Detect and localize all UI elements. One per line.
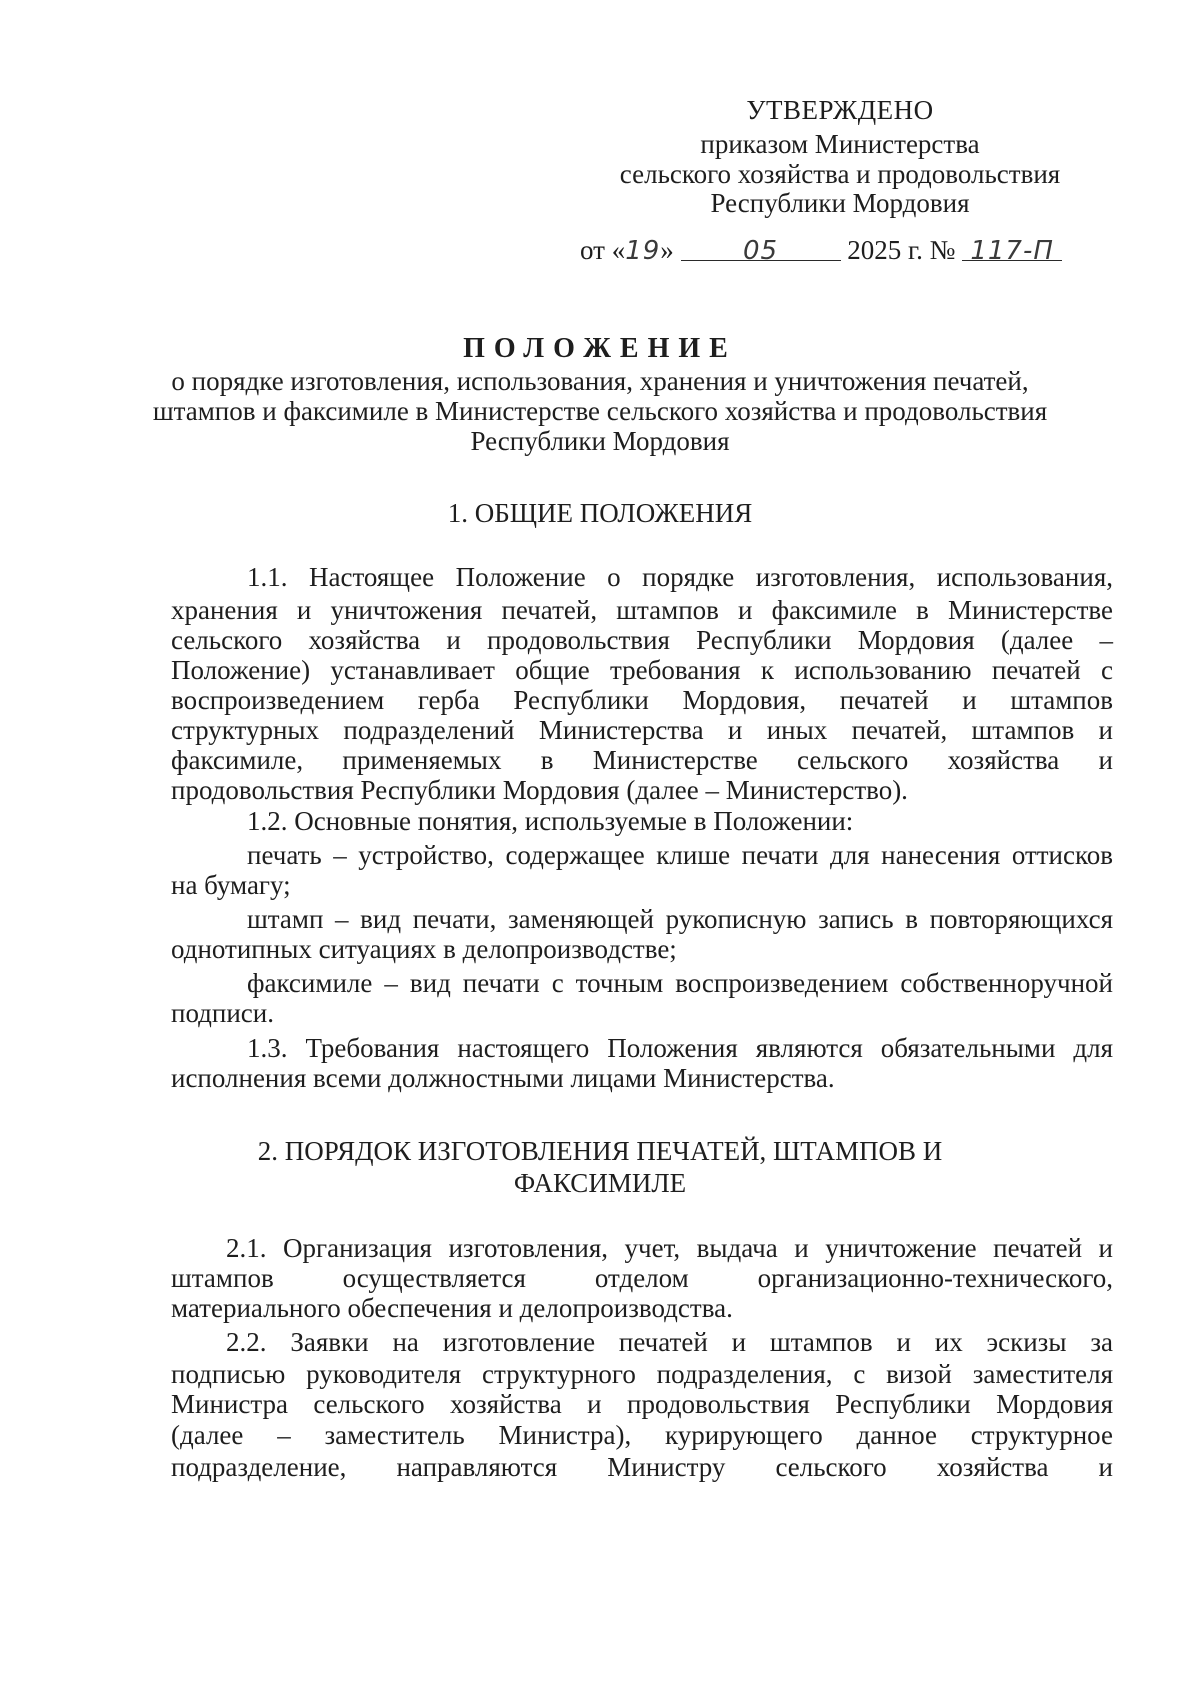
- approval-line-3: Республики Мордовия: [710, 188, 970, 218]
- order-number: 117-П: [970, 236, 1054, 266]
- p11-line-6: структурных подразделений Министерства и иных печатей, штампов и: [171, 715, 1113, 745]
- title-sub-3: Республики Мордовия: [470, 426, 730, 456]
- p11-line-3: сельского хозяйства и продовольствия Республики Мордовия (далее –: [171, 625, 1113, 655]
- p13-line-1: 1.3. Требования настоящего Положения являются обязательными для: [247, 1033, 1113, 1063]
- order-day: 19: [625, 236, 661, 266]
- def2-line-2: однотипных ситуациях в делопроизводстве;: [171, 934, 677, 964]
- p11-line-7: факсимиле, применяемых в Министерстве сельского хозяйства и: [171, 745, 1113, 775]
- order-number-field: [962, 230, 1062, 266]
- date-quote-close: »: [660, 235, 674, 265]
- p13-line-2: исполнения всеми должностными лицами Министерства.: [171, 1063, 835, 1093]
- p11-line-4: Положение) устанавливает общие требования к использованию печатей с: [171, 655, 1113, 685]
- order-month-field: [681, 230, 841, 266]
- p21-line-3: материального обеспечения и делопроизводства.: [171, 1293, 733, 1323]
- p22-line-2: подписью руководителя структурного подразделения, с визой заместителя: [171, 1359, 1113, 1389]
- p22-line-3: Министра сельского хозяйства и продовольствия Республики Мордовия: [171, 1389, 1113, 1419]
- p22-line-4: (далее – заместитель Министра), курирующего данное структурное: [171, 1420, 1113, 1450]
- title-sub-1: о порядке изготовления, использования, хранения и уничтожения печатей,: [171, 366, 1029, 396]
- def3-line-1: факсимиле – вид печати с точным воспроизведением собственноручной: [247, 968, 1113, 998]
- def2-line-1: штамп – вид печати, заменяющей рукописную запись в повторяющихся: [247, 904, 1113, 934]
- approval-line-1: приказом Министерства: [700, 129, 980, 159]
- def3-line-2: подписи.: [171, 998, 274, 1028]
- approval-line-2: сельского хозяйства и продовольствия: [619, 159, 1061, 189]
- order-year-number-label: 2025 г. №: [847, 235, 956, 265]
- section-2-heading-line-2: ФАКСИМИЛЕ: [513, 1168, 687, 1198]
- paragraph-1-2: 1.2. Основные понятия, используемые в Положении:: [247, 806, 854, 836]
- approval-heading: УТВЕРЖДЕНО: [746, 95, 934, 125]
- section-1-heading: 1. ОБЩИЕ ПОЛОЖЕНИЯ: [447, 498, 753, 528]
- def1-line-2: на бумагу;: [171, 870, 291, 900]
- p21-line-1: 2.1. Организация изготовления, учет, выдача и уничтожение печатей и: [226, 1233, 1113, 1263]
- p11-line-2: хранения и уничтожения печатей, штампов и факсимиле в Министерстве: [171, 595, 1113, 625]
- def1-line-1: печать – устройство, содержащее клише печати для нанесения оттисков: [247, 840, 1113, 870]
- p21-line-2: штампов осуществляется отделом организационно-технического,: [171, 1263, 1113, 1293]
- p22-line-5: подразделение, направляются Министру сельского хозяйства и: [171, 1452, 1113, 1482]
- p11-line-5: воспроизведением герба Республики Мордовия, печатей и штампов: [171, 685, 1113, 715]
- order-month: 05: [743, 236, 779, 266]
- order-date-line: [580, 230, 1140, 271]
- section-2-heading-line-1: 2. ПОРЯДОК ИЗГОТОВЛЕНИЯ ПЕЧАТЕЙ, ШТАМПОВ И: [257, 1136, 943, 1166]
- p11-line-8: продовольствия Республики Мордовия (далее – Министерство).: [171, 775, 908, 805]
- title-sub-2: штампов и факсимиле в Министерстве сельского хозяйства и продовольствия: [152, 396, 1048, 426]
- p22-line-1: 2.2. Заявки на изготовление печатей и штампов и их эскизы за: [226, 1327, 1113, 1357]
- p11-line-1: 1.1. Настоящее Положение о порядке изготовления, использования,: [247, 562, 1113, 592]
- date-prefix: от «: [580, 235, 626, 265]
- title-main: ПОЛОЖЕНИЕ: [463, 333, 737, 364]
